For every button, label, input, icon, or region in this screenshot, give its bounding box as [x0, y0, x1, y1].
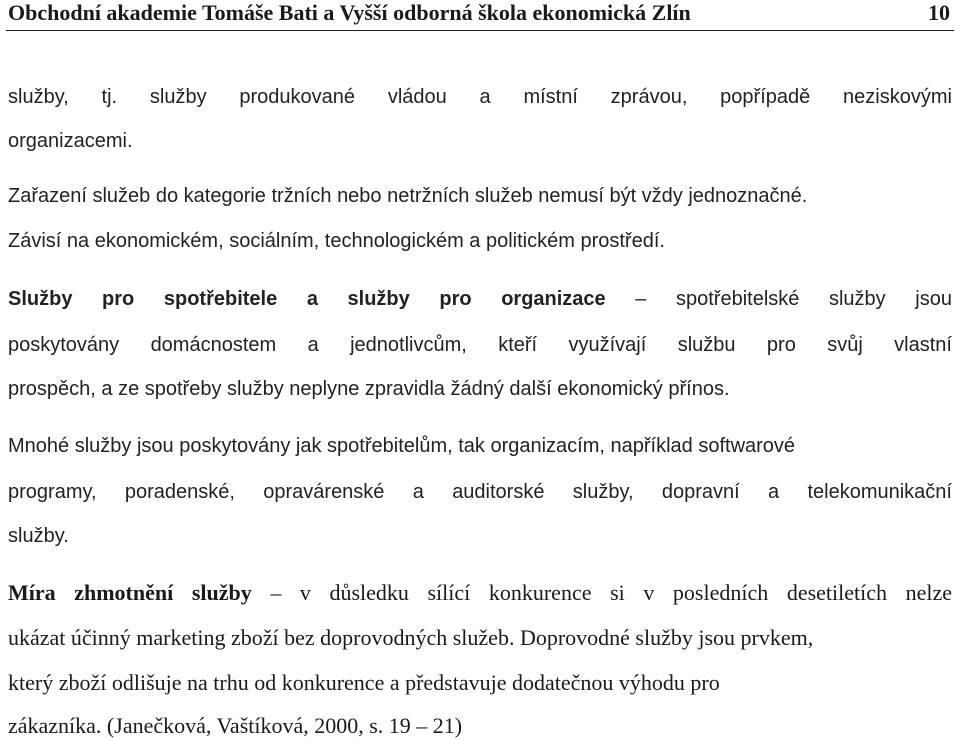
paragraph-5-line-4: zákazníka. (Janečková, Vaštíková, 2000, s. 19 – 21) — [8, 713, 463, 738]
bold-word: Míra — [8, 580, 56, 605]
word: – — [270, 580, 282, 605]
word: si — [610, 580, 625, 605]
word: jednotlivcům, — [350, 334, 467, 356]
word: programy, — [8, 481, 97, 503]
word: opravárenské — [263, 481, 385, 503]
word: a — [768, 481, 780, 503]
word: a — [412, 481, 424, 503]
paragraph-1-line-1 — [8, 82, 952, 112]
paragraph-4-line-3: služby. — [8, 525, 69, 547]
word: domácnostem — [150, 334, 277, 356]
page-header — [6, 0, 954, 31]
word: pro — [766, 334, 796, 356]
bold-word: služby — [191, 580, 252, 605]
word: – — [635, 288, 647, 310]
word: vlastní — [894, 334, 952, 356]
word: neziskovými — [843, 86, 952, 108]
word: v — [643, 580, 655, 605]
bold-word: pro — [102, 288, 135, 310]
word: dopravní — [661, 481, 740, 503]
word: poskytovány — [8, 334, 120, 356]
word: vládou — [387, 86, 447, 108]
paragraph-5-line-2: ukázat účinný marketing zboží bez doprovodných služeb. Doprovodné služby jsou prvkem, — [8, 625, 814, 650]
word: službu — [677, 334, 736, 356]
bold-word: spotřebitele — [163, 288, 278, 310]
paragraph-4-line-2 — [8, 477, 952, 507]
bold-word: pro — [439, 288, 472, 310]
paragraph-2-line-2: Závisí na ekonomickém, sociálním, technologickém a politickém prostředí. — [8, 230, 665, 252]
paragraph-1-line-2: organizacemi. — [8, 130, 133, 152]
word: konkurence — [488, 580, 592, 605]
bold-word: organizace — [501, 288, 606, 310]
bold-word: služby — [347, 288, 410, 310]
word: zprávou, — [610, 86, 688, 108]
header-title: Obchodní akademie Tomáše Bati a Vyšší odborná škola ekonomická Zlín — [8, 0, 691, 25]
paragraph-3-line-1-words — [8, 284, 952, 314]
bold-word: a — [306, 288, 318, 310]
word: služby, — [8, 86, 69, 108]
word: nelze — [905, 580, 952, 605]
bold-word: zhmotnění — [74, 580, 174, 605]
bold-word: Služby — [8, 288, 73, 310]
paragraph-5-line-3: který zboží odlišuje na trhu od konkurence a představuje dodatečnou výhodu pro — [8, 670, 720, 695]
word: tj. — [101, 86, 118, 108]
paragraph-3-line-3: prospěch, a ze spotřeby služby neplyne zpravidla žádný další ekonomický přínos. — [8, 378, 730, 400]
word: svůj — [827, 334, 863, 356]
word: popřípadě — [720, 86, 811, 108]
word: produkované — [239, 86, 356, 108]
word: spotřebitelské — [675, 288, 800, 310]
paragraph-5-line-1-words — [8, 578, 952, 608]
word: poradenské, — [124, 481, 235, 503]
paragraph-5-line-1 — [8, 578, 952, 608]
word: desetiletích — [786, 580, 887, 605]
word: telekomunikační — [807, 481, 952, 503]
page-number: 10 — [928, 0, 950, 25]
word: a — [479, 86, 491, 108]
word: důsledku — [329, 580, 409, 605]
word: využívají — [568, 334, 647, 356]
word: služby — [149, 86, 207, 108]
word: auditorské — [452, 481, 545, 503]
word: kteří — [498, 334, 538, 356]
paragraph-3-line-2 — [8, 330, 952, 360]
word: jsou — [915, 288, 952, 310]
word: služby, — [572, 481, 634, 503]
word: místní — [523, 86, 578, 108]
paragraph-4-line-1: Mnohé služby jsou poskytovány jak spotřebitelům, tak organizacím, například softwarové — [8, 435, 796, 457]
paragraph-2-line-1: Zařazení služeb do kategorie tržních nebo netržních služeb nemusí být vždy jednoznačné. — [8, 185, 808, 207]
word: služby — [828, 288, 886, 310]
word: sílící — [427, 580, 471, 605]
paragraph-3-line-1 — [8, 284, 952, 314]
word: a — [307, 334, 319, 356]
word: v — [299, 580, 311, 605]
word: posledních — [672, 580, 769, 605]
